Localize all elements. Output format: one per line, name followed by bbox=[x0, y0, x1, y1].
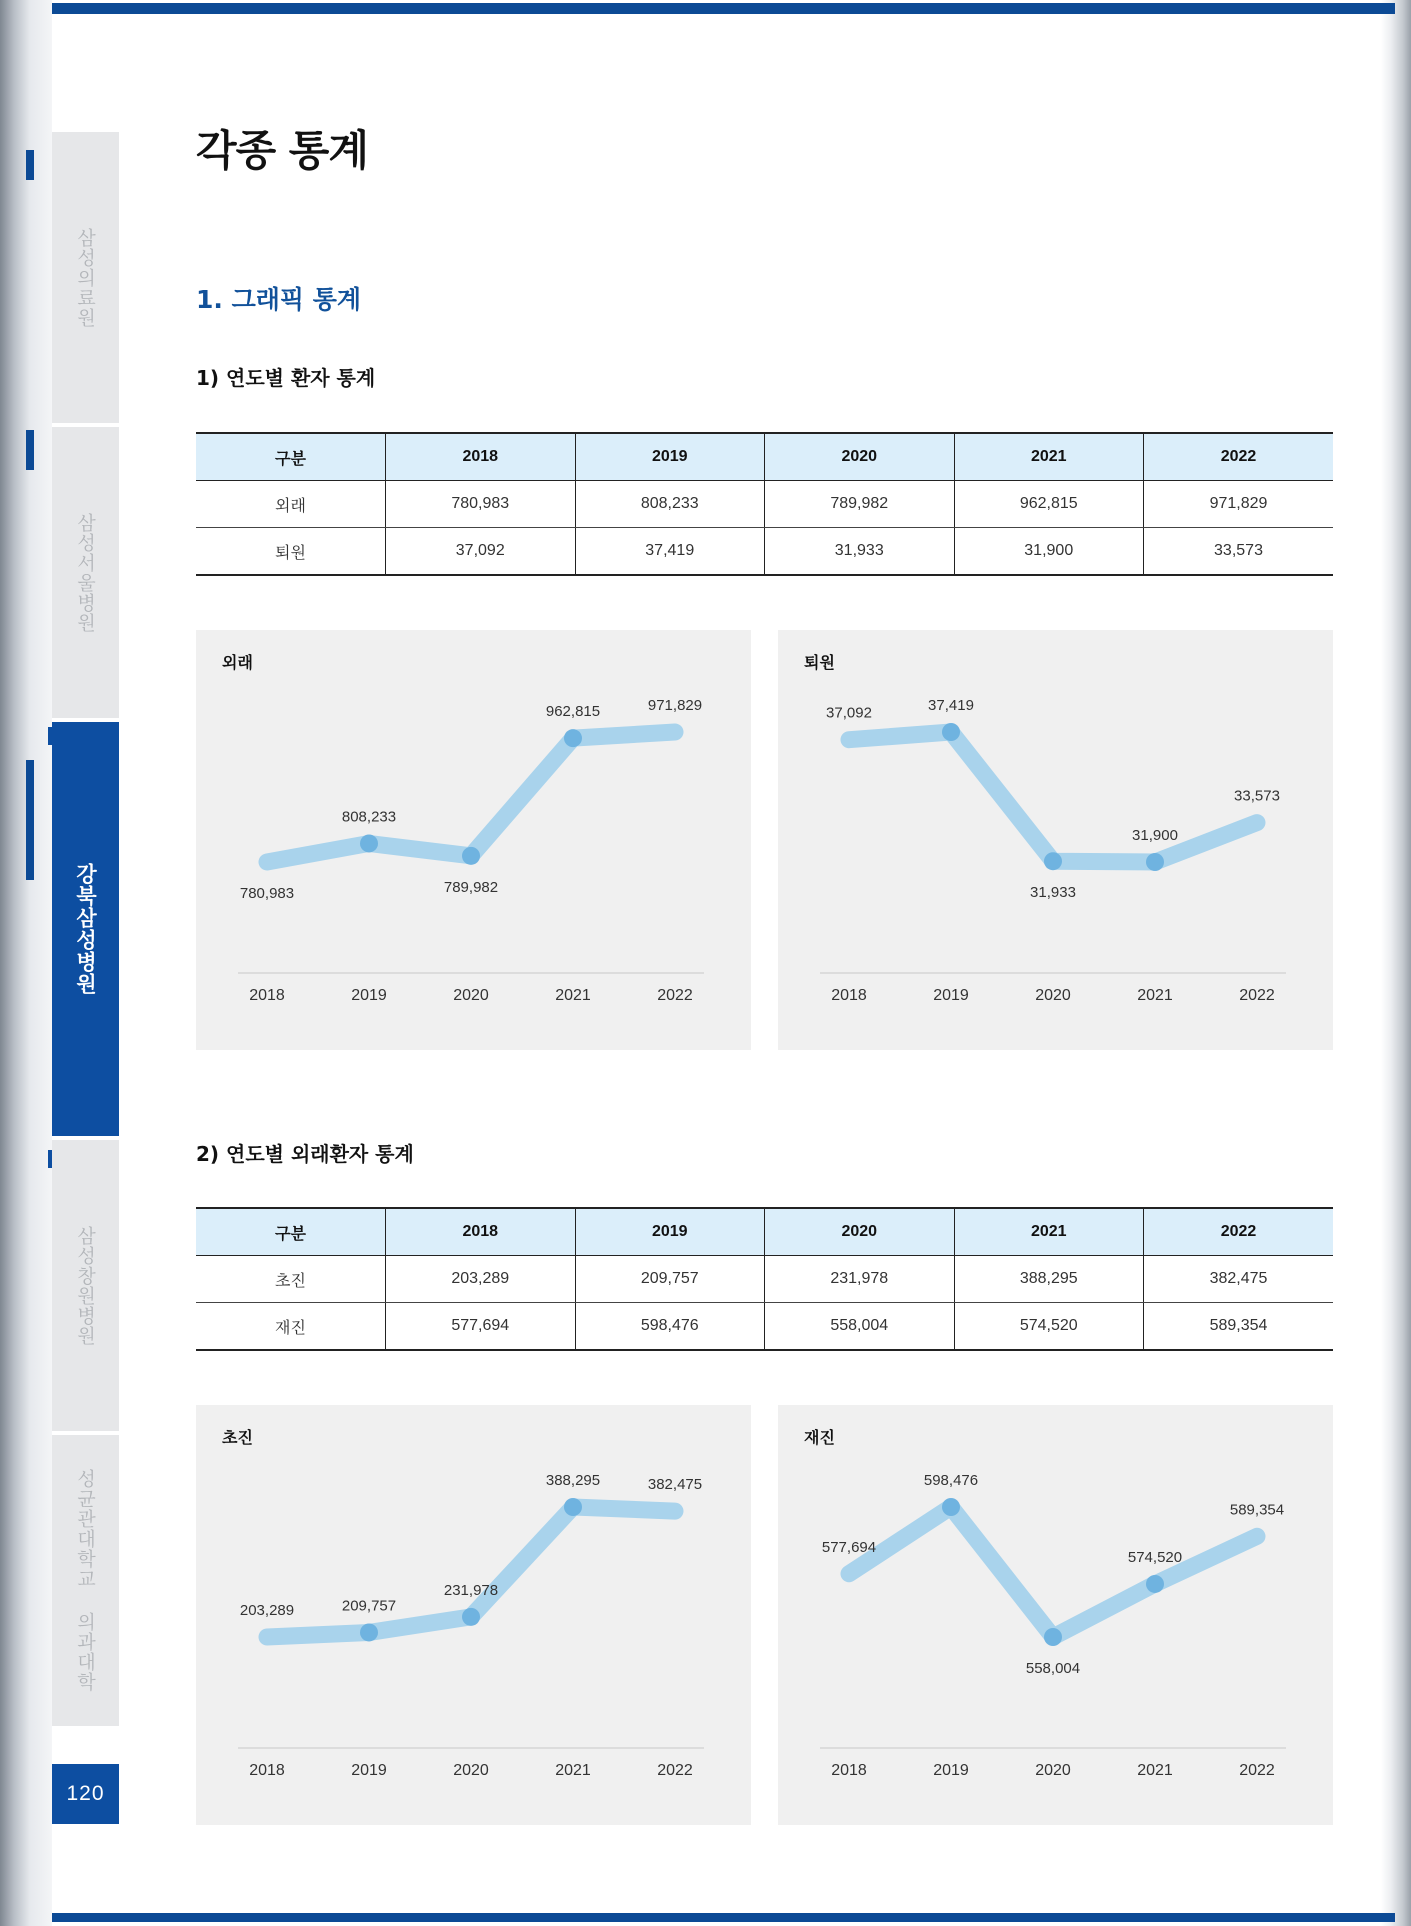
table-cell: 31,933 bbox=[765, 528, 955, 576]
table-header-cell: 구분 bbox=[196, 433, 386, 481]
outpatient-stats-table bbox=[196, 1207, 1333, 1351]
data-point bbox=[360, 834, 378, 852]
data-point bbox=[1044, 852, 1062, 870]
data-label: 31,933 bbox=[1030, 884, 1076, 902]
table-cell: 962,815 bbox=[954, 481, 1144, 528]
table-cell: 37,419 bbox=[575, 528, 765, 576]
x-tick-label: 2022 bbox=[1239, 1762, 1275, 1779]
x-tick-label: 2019 bbox=[933, 1762, 969, 1779]
chart-title: 퇴원 bbox=[804, 653, 835, 672]
table-cell: 초진 bbox=[196, 1256, 386, 1303]
x-tick-label: 2020 bbox=[1035, 987, 1071, 1004]
side-tab-samsung-changwon-hospital[interactable]: 삼성창원병원 bbox=[52, 1140, 119, 1435]
table-header-cell: 2021 bbox=[954, 1208, 1144, 1256]
data-label: 382,475 bbox=[647, 1476, 703, 1494]
table-cell: 외래 bbox=[196, 481, 386, 528]
table-row bbox=[196, 1256, 1333, 1303]
table-cell: 209,757 bbox=[575, 1256, 765, 1303]
data-label: 203,289 bbox=[239, 1602, 295, 1619]
data-label: 209,757 bbox=[341, 1597, 397, 1615]
table-cell: 789,982 bbox=[765, 481, 955, 528]
table-cell: 퇴원 bbox=[196, 528, 386, 576]
x-tick-label: 2020 bbox=[1035, 1762, 1071, 1779]
data-point bbox=[564, 729, 582, 747]
data-label: 31,900 bbox=[1132, 827, 1178, 844]
x-tick-label: 2018 bbox=[831, 1762, 867, 1779]
chart-panel-revisit bbox=[778, 1405, 1333, 1825]
outpatient-line-chart bbox=[196, 630, 751, 1050]
table-header-cell: 2021 bbox=[954, 433, 1144, 481]
chart-title: 재진 bbox=[804, 1428, 835, 1447]
data-point bbox=[1146, 853, 1164, 871]
data-label: 577,694 bbox=[821, 1538, 877, 1556]
x-tick-label: 2018 bbox=[249, 1762, 285, 1779]
page-number: 120 bbox=[52, 1764, 119, 1824]
data-label: 37,419 bbox=[928, 697, 974, 714]
data-point bbox=[1146, 1575, 1164, 1593]
data-point bbox=[942, 723, 960, 741]
table-cell: 37,092 bbox=[386, 528, 576, 576]
table-cell: 780,983 bbox=[386, 481, 576, 528]
table-header-cell: 2020 bbox=[765, 1208, 955, 1256]
x-tick-label: 2019 bbox=[933, 987, 969, 1004]
table-cell: 388,295 bbox=[954, 1256, 1144, 1303]
section-heading: 1. 그래픽 통계 bbox=[196, 285, 362, 314]
table-header-cell: 구분 bbox=[196, 1208, 386, 1256]
subsection-heading-outpatient-stats: 2) 연도별 외래환자 통계 bbox=[196, 1142, 414, 1166]
page-title: 각종 통계 bbox=[196, 126, 368, 175]
table-header-cell: 2018 bbox=[386, 433, 576, 481]
side-tab-samsung-medical-center[interactable]: 삼성의료원 bbox=[52, 132, 119, 427]
table-header-cell: 2022 bbox=[1144, 1208, 1334, 1256]
table-cell: 203,289 bbox=[386, 1256, 576, 1303]
data-label: 808,233 bbox=[341, 808, 397, 826]
table-header-cell: 2019 bbox=[575, 1208, 765, 1256]
x-tick-label: 2018 bbox=[249, 987, 285, 1004]
bottom-rule bbox=[52, 1913, 1395, 1922]
chart-panel-outpatient bbox=[196, 630, 751, 1050]
edge-stripe bbox=[26, 760, 34, 880]
table-row bbox=[196, 1303, 1333, 1351]
table-cell: 382,475 bbox=[1144, 1256, 1334, 1303]
table-cell: 33,573 bbox=[1144, 528, 1334, 576]
data-label: 37,092 bbox=[826, 704, 872, 722]
series-line bbox=[849, 732, 1257, 862]
x-tick-label: 2021 bbox=[1137, 987, 1173, 1004]
data-label: 780,983 bbox=[239, 885, 295, 902]
chart-title: 초진 bbox=[222, 1428, 253, 1447]
top-rule bbox=[52, 3, 1395, 14]
series-line bbox=[849, 1507, 1257, 1637]
table-cell: 231,978 bbox=[765, 1256, 955, 1303]
chart-title: 외래 bbox=[222, 653, 253, 672]
table-cell: 598,476 bbox=[575, 1303, 765, 1351]
data-label: 33,573 bbox=[1234, 787, 1280, 805]
data-point bbox=[360, 1623, 378, 1641]
data-label: 574,520 bbox=[1127, 1548, 1183, 1566]
table-row bbox=[196, 528, 1333, 576]
table-cell: 재진 bbox=[196, 1303, 386, 1351]
table-header-row bbox=[196, 433, 1333, 481]
revisit-line-chart bbox=[778, 1405, 1333, 1825]
x-tick-label: 2021 bbox=[555, 987, 591, 1004]
table-cell: 808,233 bbox=[575, 481, 765, 528]
data-label: 388,295 bbox=[545, 1472, 601, 1489]
table-row bbox=[196, 481, 1333, 528]
table-header-cell: 2019 bbox=[575, 433, 765, 481]
x-tick-label: 2018 bbox=[831, 987, 867, 1004]
x-tick-label: 2019 bbox=[351, 987, 387, 1004]
data-label: 598,476 bbox=[923, 1472, 979, 1489]
chart-panel-discharge bbox=[778, 630, 1333, 1050]
table-cell: 577,694 bbox=[386, 1303, 576, 1351]
table-cell: 589,354 bbox=[1144, 1303, 1334, 1351]
x-tick-label: 2022 bbox=[657, 987, 693, 1004]
edge-stripe bbox=[26, 150, 34, 180]
table-cell: 971,829 bbox=[1144, 481, 1334, 528]
x-tick-label: 2022 bbox=[1239, 987, 1275, 1004]
table-header-cell: 2018 bbox=[386, 1208, 576, 1256]
side-tab-samsung-seoul-hospital[interactable]: 삼성서울병원 bbox=[52, 427, 119, 722]
table-cell: 31,900 bbox=[954, 528, 1144, 576]
table-header-cell: 2020 bbox=[765, 433, 955, 481]
patient-stats-table bbox=[196, 432, 1333, 576]
data-point bbox=[462, 847, 480, 865]
table-header-cell: 2022 bbox=[1144, 433, 1334, 481]
subsection-heading-patient-stats: 1) 연도별 환자 통계 bbox=[196, 366, 376, 390]
data-point bbox=[462, 1608, 480, 1626]
book-spine bbox=[0, 0, 52, 1926]
data-label: 589,354 bbox=[1229, 1501, 1285, 1519]
data-label: 962,815 bbox=[545, 703, 601, 721]
data-point bbox=[942, 1498, 960, 1516]
data-label: 558,004 bbox=[1025, 1660, 1081, 1677]
x-tick-label: 2021 bbox=[555, 1762, 591, 1779]
x-tick-label: 2019 bbox=[351, 1762, 387, 1779]
data-point bbox=[1044, 1628, 1062, 1646]
side-tab-skku-medicine[interactable]: 성균관대학교 의과대학 bbox=[52, 1435, 119, 1730]
table-header-row bbox=[196, 1208, 1333, 1256]
discharge-line-chart bbox=[778, 630, 1333, 1050]
x-tick-label: 2022 bbox=[657, 1762, 693, 1779]
x-tick-label: 2021 bbox=[1137, 1762, 1173, 1779]
side-index-tabs bbox=[52, 132, 119, 1730]
table-cell: 558,004 bbox=[765, 1303, 955, 1351]
x-tick-label: 2020 bbox=[453, 1762, 489, 1779]
data-label: 971,829 bbox=[647, 697, 703, 714]
chart-panel-first-visit bbox=[196, 1405, 751, 1825]
edge-stripe bbox=[26, 430, 34, 470]
data-label: 231,978 bbox=[443, 1581, 499, 1599]
x-tick-label: 2020 bbox=[453, 987, 489, 1004]
side-tab-kangbuk-samsung-hospital[interactable]: 강북삼성병원 bbox=[52, 722, 119, 1140]
page-edge-shadow bbox=[1381, 0, 1411, 1926]
series-line bbox=[267, 732, 675, 862]
data-label: 789,982 bbox=[443, 878, 499, 896]
first-visit-line-chart bbox=[196, 1405, 751, 1825]
data-point bbox=[564, 1498, 582, 1516]
table-cell: 574,520 bbox=[954, 1303, 1144, 1351]
